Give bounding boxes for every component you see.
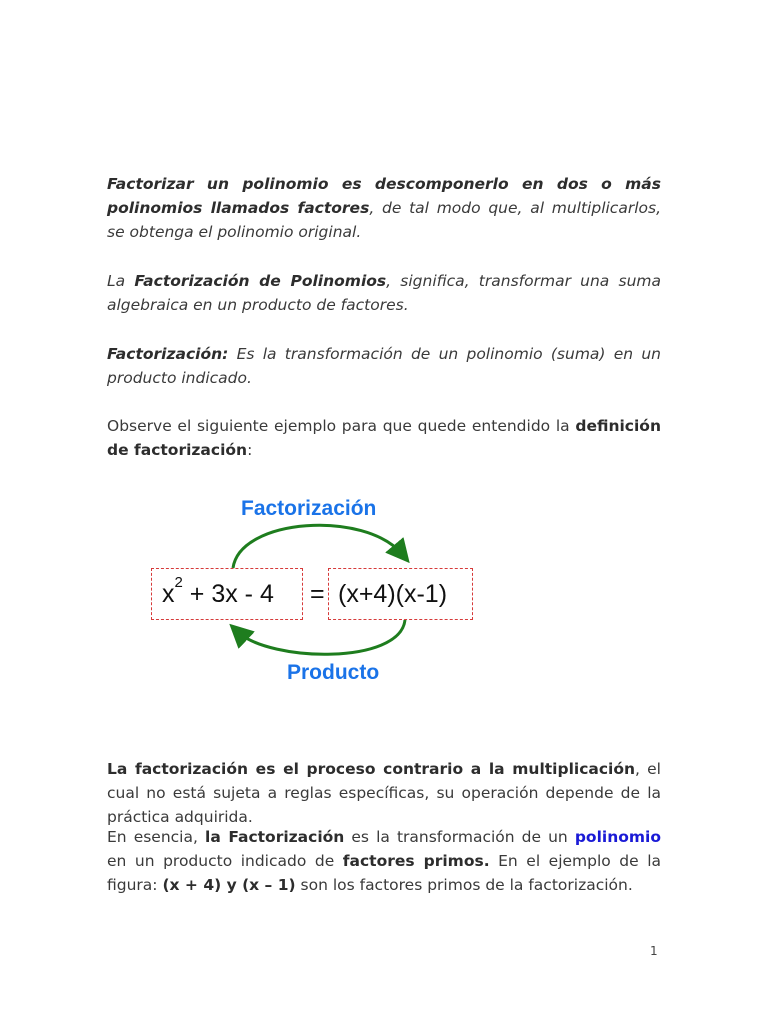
p2-rest: , significa, transformar una suma algebraica en un producto de factores. [107,272,662,314]
p5-rest: , el cual no está sujeta a reglas específicas, su operación depende de la práctica adquirida. [107,760,661,826]
polynomial-expression [162,574,274,611]
poly-base: x [162,580,175,608]
equals-sign: = [310,580,325,608]
p3-rest: Es la transformación de un polinomio (suma) en un producto indicado. [107,345,661,387]
definition-bold: Factorizar un polinomio es descomponerlo en dos o más polinomios llamados factores [107,175,661,217]
p6-bold2: factores primos. [342,852,490,870]
p6-mid1: es la transformación de un [344,828,575,846]
definition-rest: , de tal modo que, al multiplicarlos, se obtenga el polinomio original. [107,199,661,241]
paragraph-factorizacion [107,342,661,390]
page-number: 1 [650,944,658,958]
p4-pre: Observe el siguiente ejemplo para que quede entendido la [107,417,576,435]
p6-mid2: en un producto indicado de [107,852,343,870]
paragraph-definition [107,172,661,244]
paragraph-en-esencia [107,825,661,897]
p6-pre: En esencia, [107,828,205,846]
p5-bold: La factorización es el proceso contrario a la multiplicación [107,760,636,778]
factorization-figure [140,490,485,690]
p6-mid3: En el ejemplo de la figura: [107,852,662,894]
poly-exponent: 2 [174,574,183,591]
p2-bold: Factorización de Polinomios [134,272,387,290]
p6-rest: son los factores primos de la factorización. [295,876,633,894]
factorizacion-arrow [233,525,402,568]
p4-bold: definición de factorización [107,417,661,459]
factorizacion-label: Factorización [241,497,377,520]
p3-bold: Factorización: [107,345,229,363]
poly-rest: + 3x - 4 [182,580,274,608]
p6-bold1: la Factorización [205,828,345,846]
producto-arrow [238,620,405,654]
paragraph-proceso-contrario [107,757,661,829]
producto-label: Producto [287,661,380,684]
p4-rest: : [247,441,253,459]
polinomio-link[interactable]: polinomio [574,828,661,846]
p6-bold3: (x + 4) y (x – 1) [162,876,296,894]
p2-pre: La [107,272,135,290]
paragraph-factorizacion-de-polinomios [107,269,661,317]
factors-expression: (x+4)(x-1) [338,580,448,608]
paragraph-observe-example [107,414,661,462]
